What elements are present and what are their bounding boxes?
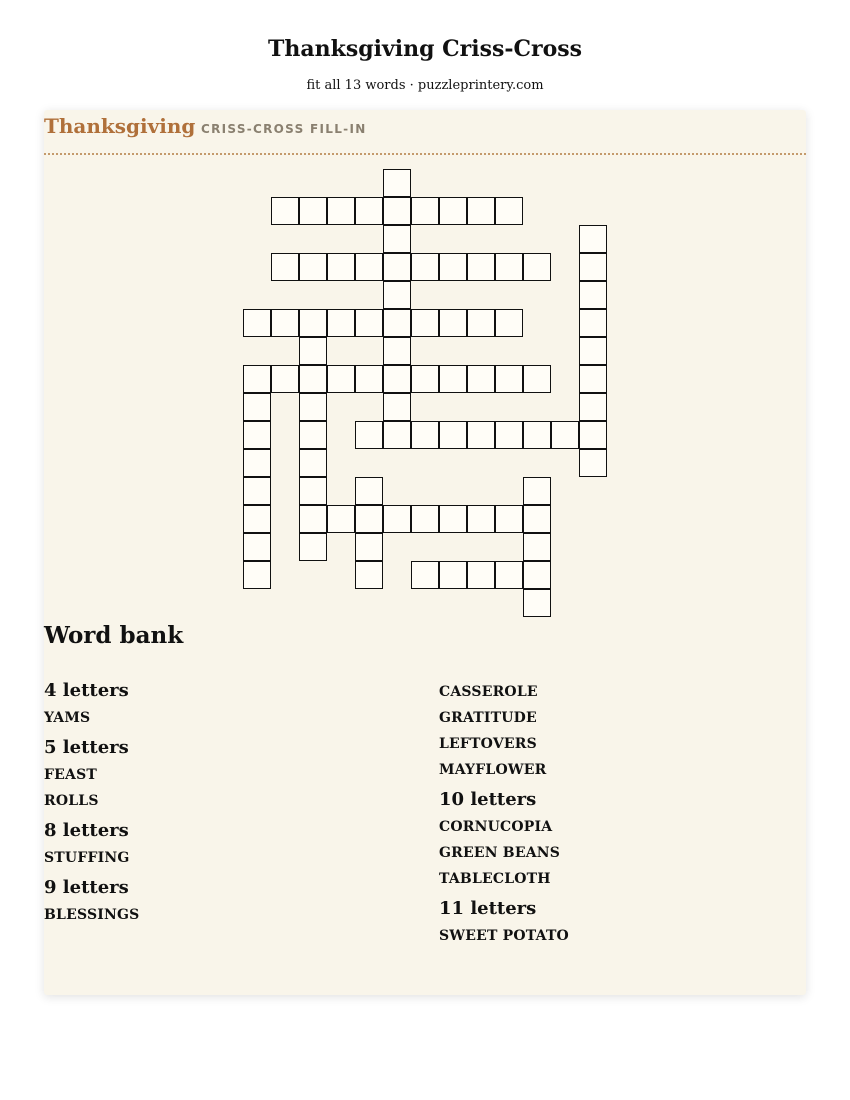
word-group — [439, 789, 799, 888]
grid-cell[interactable] — [411, 365, 439, 393]
grid-cell[interactable] — [243, 561, 271, 589]
grid-cell[interactable] — [243, 393, 271, 421]
grid-cell[interactable] — [495, 561, 523, 589]
grid-cell[interactable] — [299, 421, 327, 449]
word-bank-word: CASSEROLE — [439, 684, 538, 700]
grid-cell[interactable] — [383, 505, 411, 533]
word-bank-word: YAMS — [44, 710, 91, 726]
word-group — [439, 898, 799, 945]
grid-cell[interactable] — [523, 505, 551, 533]
grid-cell[interactable] — [355, 253, 383, 281]
grid-cell[interactable] — [579, 393, 607, 421]
grid-cell[interactable] — [411, 253, 439, 281]
word-group-label: 10 letters — [439, 789, 537, 810]
word-bank-word: BLESSINGS — [44, 907, 140, 923]
grid-cell[interactable] — [439, 505, 467, 533]
grid-cell[interactable] — [523, 421, 551, 449]
grid-cell[interactable] — [411, 309, 439, 337]
grid-cell[interactable] — [523, 477, 551, 505]
grid-cell[interactable] — [551, 421, 579, 449]
grid-cell[interactable] — [243, 421, 271, 449]
word-bank-word: SWEET POTATO — [439, 928, 569, 944]
word-group — [44, 737, 424, 810]
card-kicker: CRISS-CROSS FILL-IN — [201, 122, 367, 136]
grid-cell[interactable] — [467, 253, 495, 281]
word-group — [44, 820, 424, 867]
grid-cell[interactable] — [299, 449, 327, 477]
grid-cell[interactable] — [579, 309, 607, 337]
word-group-label: 9 letters — [44, 877, 129, 898]
puzzle-card — [44, 110, 806, 995]
word-bank-word: TABLECLOTH — [439, 871, 551, 887]
grid-cell[interactable] — [439, 421, 467, 449]
grid-cell[interactable] — [299, 477, 327, 505]
grid-cell[interactable] — [243, 505, 271, 533]
grid-cell[interactable] — [299, 365, 327, 393]
page-title: Thanksgiving Criss-Cross — [267, 36, 583, 62]
word-group-label: 5 letters — [44, 737, 129, 758]
grid-cell[interactable] — [383, 337, 411, 365]
grid-cell[interactable] — [355, 533, 383, 561]
grid-cell[interactable] — [327, 505, 355, 533]
grid-cell[interactable] — [383, 309, 411, 337]
word-group-label: 11 letters — [439, 898, 537, 919]
grid-cell[interactable] — [579, 225, 607, 253]
grid-cell[interactable] — [579, 281, 607, 309]
word-bank-word: GREEN BEANS — [439, 845, 561, 861]
grid-cell[interactable] — [495, 253, 523, 281]
word-group-label: 4 letters — [44, 680, 129, 701]
grid-cell[interactable] — [383, 225, 411, 253]
word-group-label: 8 letters — [44, 820, 129, 841]
grid-cell[interactable] — [579, 449, 607, 477]
grid-cell[interactable] — [495, 421, 523, 449]
grid-cell[interactable] — [383, 197, 411, 225]
word-group — [44, 680, 424, 727]
grid-cell[interactable] — [411, 561, 439, 589]
grid-cell[interactable] — [243, 477, 271, 505]
grid-cell[interactable] — [495, 365, 523, 393]
grid-cell[interactable] — [523, 365, 551, 393]
grid-cell[interactable] — [271, 365, 299, 393]
word-group — [44, 877, 424, 924]
grid-cell[interactable] — [299, 337, 327, 365]
grid-cell[interactable] — [327, 365, 355, 393]
grid-cell[interactable] — [243, 533, 271, 561]
grid-cell[interactable] — [523, 253, 551, 281]
grid-cell[interactable] — [467, 421, 495, 449]
grid-cell[interactable] — [355, 309, 383, 337]
grid-cell[interactable] — [327, 309, 355, 337]
grid-cell[interactable] — [299, 533, 327, 561]
grid-cell[interactable] — [271, 253, 299, 281]
word-bank-word: GRATITUDE — [439, 710, 537, 726]
grid-cell[interactable] — [299, 393, 327, 421]
grid-cell[interactable] — [327, 253, 355, 281]
grid-cell[interactable] — [383, 421, 411, 449]
grid-cell[interactable] — [495, 309, 523, 337]
card-brand: Thanksgiving — [44, 114, 196, 138]
grid-cell[interactable] — [439, 197, 467, 225]
grid-cell[interactable] — [327, 197, 355, 225]
grid-cell[interactable] — [579, 365, 607, 393]
word-bank-word: ROLLS — [44, 793, 99, 809]
grid-cell[interactable] — [523, 589, 551, 617]
word-bank-left-column — [44, 680, 424, 932]
word-bank-word: MAYFLOWER — [439, 762, 547, 778]
grid-cell[interactable] — [271, 197, 299, 225]
page-subtitle: fit all 13 words · puzzleprintery.com — [306, 78, 544, 93]
grid-cell[interactable] — [299, 309, 327, 337]
grid-cell[interactable] — [383, 253, 411, 281]
grid-cell[interactable] — [439, 309, 467, 337]
grid-cell[interactable] — [355, 197, 383, 225]
grid-cell[interactable] — [579, 337, 607, 365]
grid-cell[interactable] — [579, 253, 607, 281]
grid-cell[interactable] — [523, 561, 551, 589]
grid-cell[interactable] — [271, 309, 299, 337]
grid-cell[interactable] — [467, 197, 495, 225]
grid-cell[interactable] — [467, 365, 495, 393]
grid-cell[interactable] — [495, 197, 523, 225]
grid-cell[interactable] — [411, 197, 439, 225]
grid-cell[interactable] — [411, 421, 439, 449]
grid-cell[interactable] — [523, 533, 551, 561]
grid-cell[interactable] — [355, 561, 383, 589]
grid-cell[interactable] — [299, 253, 327, 281]
grid-cell[interactable] — [355, 421, 383, 449]
card-header — [44, 110, 806, 155]
grid-cell[interactable] — [411, 505, 439, 533]
grid-cell[interactable] — [383, 393, 411, 421]
grid-cell[interactable] — [467, 505, 495, 533]
grid-cell[interactable] — [439, 253, 467, 281]
word-bank-word: STUFFING — [44, 850, 130, 866]
grid-cell[interactable] — [355, 365, 383, 393]
grid-cell[interactable] — [243, 309, 271, 337]
grid-cell[interactable] — [383, 169, 411, 197]
word-bank-right-column — [439, 683, 799, 953]
grid-cell[interactable] — [467, 561, 495, 589]
grid-cell[interactable] — [439, 561, 467, 589]
grid-cell[interactable] — [439, 365, 467, 393]
grid-cell[interactable] — [495, 505, 523, 533]
grid-cell[interactable] — [243, 449, 271, 477]
grid-cell[interactable] — [243, 365, 271, 393]
word-bank-word: CORNUCOPIA — [439, 819, 553, 835]
grid-cell[interactable] — [299, 505, 327, 533]
word-bank-title: Word bank — [44, 622, 184, 649]
grid-cell[interactable] — [355, 505, 383, 533]
grid-cell[interactable] — [383, 281, 411, 309]
grid-cell[interactable] — [383, 365, 411, 393]
grid-cell[interactable] — [579, 421, 607, 449]
word-bank-word: FEAST — [44, 767, 98, 783]
grid-cell[interactable] — [355, 477, 383, 505]
word-bank-word: LEFTOVERS — [439, 736, 537, 752]
grid-cell[interactable] — [299, 197, 327, 225]
word-group — [439, 683, 799, 779]
grid-cell[interactable] — [467, 309, 495, 337]
